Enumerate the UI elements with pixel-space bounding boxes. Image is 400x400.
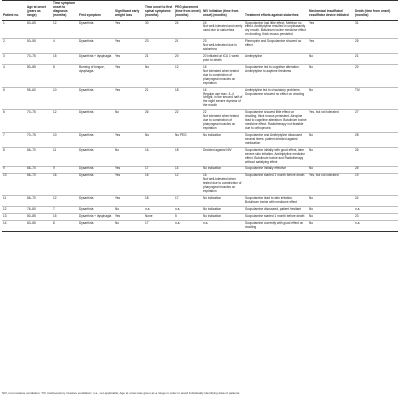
- cell-niv-initiation: 16 Not tolerated when tested due to constriction of pharyngeal muscles on expiration: [202, 65, 244, 88]
- cell-peg-placement: 24: [174, 20, 202, 39]
- cell-patient-no: 12: [2, 207, 26, 214]
- cell-patient-no: 6: [2, 110, 26, 133]
- patient-table: [2, 0, 398, 232]
- cell-time-to-diagnosis: 15: [52, 214, 78, 221]
- header-peg-placement: PEG placement (time from onset) (months): [174, 1, 202, 21]
- header-sialorrhea-treatment: Treatment efforts against sialorrhea: [244, 1, 308, 21]
- header-weight-loss: Significant early weight loss: [114, 1, 144, 21]
- cell-spinal-symptoms: 17: [144, 220, 174, 231]
- cell-niv-initiation: No indication: [202, 207, 244, 214]
- table-row: [2, 20, 398, 39]
- cell-age-at-onset: 70–75: [26, 54, 52, 65]
- cell-first-symptom: Dysarthria: [78, 173, 114, 196]
- cell-time-to-diagnosis: 10: [52, 133, 78, 148]
- cell-insufflator-device: No: [308, 207, 354, 214]
- cell-age-at-onset: 76–80: [26, 207, 52, 214]
- cell-spinal-symptoms: No: [144, 133, 174, 148]
- cell-first-symptom: Dysarthria: [78, 133, 114, 148]
- cell-first-symptom: Dysarthria: [78, 110, 114, 133]
- cell-weight-loss: No: [114, 207, 144, 214]
- cell-spinal-symptoms: 23: [144, 39, 174, 54]
- cell-first-symptom: Dysarthria: [78, 39, 114, 54]
- cell-sialorrhea-treatment: Scopolamine currently with good effect on drooling: [244, 220, 308, 231]
- cell-age-at-onset: 66–70: [26, 196, 52, 207]
- cell-insufflator-device: Yes, but not tolerated: [308, 173, 354, 196]
- cell-patient-no: 5: [2, 87, 26, 110]
- cell-first-symptom: Dysarthria + dysphagia: [78, 214, 114, 221]
- cell-time-to-diagnosis: 8: [52, 220, 78, 231]
- cell-peg-placement: 21: [174, 39, 202, 54]
- table-row: [2, 147, 398, 166]
- cell-spinal-symptoms: 16: [144, 147, 174, 166]
- cell-weight-loss: Yes: [114, 173, 144, 196]
- table-row: [2, 214, 398, 221]
- cell-age-at-onset: 66–70: [26, 166, 52, 173]
- cell-spinal-symptoms: 17: [144, 166, 174, 173]
- table-row: [2, 166, 398, 173]
- cell-patient-no: 14: [2, 220, 26, 231]
- cell-weight-loss: Yes: [114, 20, 144, 39]
- cell-spinal-symptoms: 18: [144, 196, 174, 207]
- cell-insufflator-device: No: [308, 65, 354, 88]
- cell-age-at-onset: 70–75: [26, 133, 52, 148]
- cell-time-to-diagnosis: 12: [52, 196, 78, 207]
- cell-death: 25: [354, 39, 398, 54]
- table-row: [2, 39, 398, 54]
- cell-time-to-diagnosis: 7: [52, 207, 78, 214]
- table-row: [2, 207, 398, 214]
- cell-time-to-diagnosis: 12: [52, 20, 78, 39]
- cell-patient-no: 3: [2, 54, 26, 65]
- cell-insufflator-device: No: [308, 220, 354, 231]
- cell-niv-initiation: 22 Not tolerated when tested due to constriction of pharyngeal muscles on expiration: [202, 110, 244, 133]
- cell-insufflator-device: No: [308, 214, 354, 221]
- cell-sialorrhea-treatment: Pleoropine and Scopolamine showed no effect: [244, 39, 308, 54]
- cell-spinal-symptoms: No: [144, 65, 174, 88]
- cell-patient-no: 9: [2, 166, 26, 173]
- cell-sialorrhea-treatment: Scopolamine led to cognitive alteration. Amitriptyline to daytime tiredness: [244, 65, 308, 88]
- cell-death: 20: [354, 65, 398, 88]
- cell-peg-placement: 18: [174, 147, 202, 166]
- cell-peg-placement: n.a.: [174, 207, 202, 214]
- cell-first-symptom: Dysarthria: [78, 207, 114, 214]
- cell-death: 26: [354, 147, 398, 166]
- cell-niv-initiation: Decided against NIV: [202, 147, 244, 166]
- cell-niv-initiation: 16 Not well-tolerated when tested due to constriction of pharyngeal muscles on expiration: [202, 173, 244, 196]
- cell-weight-loss: No: [114, 220, 144, 231]
- cell-sialorrhea-treatment: Scopolamine started 1 month before death: [244, 214, 308, 221]
- cell-insufflator-device: Yes: [308, 20, 354, 39]
- cell-weight-loss: Yes: [114, 196, 144, 207]
- cell-sialorrhea-treatment: Scopolamine discussed, patient hesitant: [244, 207, 308, 214]
- cell-death: 24: [354, 196, 398, 207]
- cell-first-symptom: Dysarthria: [78, 220, 114, 231]
- cell-niv-initiation: 20 Initiated at ICU 1 week prior to death: [202, 54, 244, 65]
- cell-insufflator-device: No: [308, 166, 354, 173]
- cell-peg-placement: n.a.: [174, 220, 202, 231]
- cell-patient-no: 13: [2, 214, 26, 221]
- header-patient-no: Patient no.: [2, 1, 26, 21]
- cell-age-at-onset: 55–60: [26, 87, 52, 110]
- header-time-to-diagnosis: Time symptom onset to diagnosis (months): [52, 1, 78, 21]
- cell-time-to-diagnosis: 11: [52, 147, 78, 166]
- cell-patient-no: 10: [2, 173, 26, 196]
- cell-peg-placement: 22: [174, 110, 202, 133]
- cell-spinal-symptoms: 30: [144, 20, 174, 39]
- table-row: [2, 87, 398, 110]
- cell-insufflator-device: No: [308, 133, 354, 148]
- cell-patient-no: 1: [2, 20, 26, 39]
- cell-weight-loss: Yes: [114, 54, 144, 65]
- table-row: [2, 54, 398, 65]
- cell-death: 27: [354, 110, 398, 133]
- cell-death: 21: [354, 54, 398, 65]
- cell-patient-no: 8: [2, 147, 26, 166]
- cell-peg-placement: 14: [174, 166, 202, 173]
- table-row: [2, 133, 398, 148]
- cell-time-to-diagnosis: 9: [52, 166, 78, 173]
- table-footnote: NIV, non-invasive ventilation; TIV, tracheostomy invasive ventilation; n.a., not applicable; Age at onset was given as a range in order to avoid individually identifying data of patients.: [2, 391, 241, 395]
- table-row: [2, 220, 398, 231]
- cell-patient-no: 2: [2, 39, 26, 54]
- cell-spinal-symptoms: None: [144, 214, 174, 221]
- cell-peg-placement: 12: [174, 65, 202, 88]
- cell-age-at-onset: 80–85: [26, 214, 52, 221]
- table-row: [2, 196, 398, 207]
- cell-weight-loss: Yes: [114, 166, 144, 173]
- cell-first-symptom: Dysarthria + dysphagia: [78, 54, 114, 65]
- cell-time-to-diagnosis: 12: [52, 110, 78, 133]
- cell-first-symptom: Dysarthria: [78, 87, 114, 110]
- cell-age-at-onset: 50–55: [26, 39, 52, 54]
- cell-sialorrhea-treatment: Scopolamine started 1 month before death: [244, 173, 308, 196]
- table-row: [2, 65, 398, 88]
- cell-spinal-symptoms: 21: [144, 87, 174, 110]
- cell-sialorrhea-treatment: Scopolamine initially effective: [244, 166, 308, 173]
- cell-peg-placement: 12: [174, 173, 202, 196]
- cell-time-to-diagnosis: 4: [52, 39, 78, 54]
- cell-time-to-diagnosis: 16: [52, 173, 78, 196]
- header-first-symptom: First symptom: [78, 1, 114, 21]
- header-niv-initiation: NIV initiation (time from onset) (months): [202, 1, 244, 21]
- header-age-at-onset: Age at onset (years as range): [26, 1, 52, 21]
- cell-niv-initiation: 24 Not well-tolerated and rarely used due to sialorrhea: [202, 20, 244, 39]
- cell-sialorrhea-treatment: Amitriptyline led to circulatory problems. Scopolamine showed no effect on drooling: [244, 87, 308, 110]
- cell-patient-no: 11: [2, 196, 26, 207]
- cell-time-to-diagnosis: 15: [52, 54, 78, 65]
- header-death: Death (time from onset) (months): [354, 1, 398, 21]
- cell-age-at-onset: 70–75: [26, 110, 52, 133]
- cell-peg-placement: 20: [174, 54, 202, 65]
- cell-niv-initiation: 23 Not well-tolerated due to sialorrhea: [202, 39, 244, 54]
- cell-sialorrhea-treatment: Scopolamine lead to skin irritation. Botulinum toxine with mediocre effect: [244, 196, 308, 207]
- cell-insufflator-device: No: [308, 147, 354, 166]
- table-header-row: [2, 1, 398, 21]
- cell-weight-loss: Yes: [114, 87, 144, 110]
- cell-weight-loss: Yes: [114, 65, 144, 88]
- cell-patient-no: 4: [2, 65, 26, 88]
- cell-niv-initiation: No indication: [202, 214, 244, 221]
- cell-weight-loss: Yes: [114, 39, 144, 54]
- cell-niv-initiation: No indication: [202, 166, 244, 173]
- cell-niv-initiation: No indication: [202, 133, 244, 148]
- cell-death: 23: [354, 214, 398, 221]
- cell-first-symptom: Burning of tongue, dysphagia: [78, 65, 114, 88]
- cell-peg-placement: 18: [174, 87, 202, 110]
- cell-spinal-symptoms: 16: [144, 173, 174, 196]
- cell-death: 31: [354, 20, 398, 39]
- cell-time-to-diagnosis: 8: [52, 65, 78, 88]
- cell-spinal-symptoms: 26: [144, 110, 174, 133]
- cell-time-to-diagnosis: 10: [52, 87, 78, 110]
- cell-age-at-onset: 60–65: [26, 20, 52, 39]
- cell-spinal-symptoms: 21: [144, 54, 174, 65]
- cell-first-symptom: Dysarthria: [78, 196, 114, 207]
- table-body: [2, 20, 398, 231]
- cell-weight-loss: No: [114, 147, 144, 166]
- cell-sialorrhea-treatment: Scopolamine initially with good effect, later severe skin irritation. Amitriptyline medicine effect. Botulinum toxine and Radiotherapy without satisfying effect: [244, 147, 308, 166]
- cell-age-at-onset: 66–70: [26, 173, 52, 196]
- cell-sialorrhea-treatment: Scopolamine had little effect. Metilnor no effect. Amitriptyline resulted in unpleasantly dry mouth. Botulinum toxine medicine effect on drooling, thick mucus persisted.: [244, 20, 308, 39]
- cell-insufflator-device: No: [308, 87, 354, 110]
- cell-weight-loss: No: [114, 110, 144, 133]
- cell-first-symptom: Dysarthria: [78, 166, 114, 173]
- cell-death: 19: [354, 173, 398, 196]
- cell-insufflator-device: Yes, but not tolerated: [308, 110, 354, 133]
- cell-weight-loss: Yes: [114, 133, 144, 148]
- cell-sialorrhea-treatment: Scopolamine showed little effect on drooling, thick mucus persistent. Atropine lead to cognitive alteration. Botulinum toxine medicine effect. Radiotherapy not feasible due to orthopnoea: [244, 110, 308, 133]
- cell-age-at-onset: 66–70: [26, 147, 52, 166]
- cell-death: n.a.: [354, 220, 398, 231]
- cell-age-at-onset: 80–85: [26, 65, 52, 88]
- header-spinal-symptoms: Time onset to first spinal symptoms (months): [144, 1, 174, 21]
- cell-insufflator-device: No: [308, 196, 354, 207]
- cell-first-symptom: Dysarthria: [78, 20, 114, 39]
- header-insufflator-device: Mechanical insufflator/ exsufflator device initiated: [308, 1, 354, 21]
- cell-peg-placement: 17: [174, 196, 202, 207]
- cell-sialorrhea-treatment: Amitriptyline: [244, 54, 308, 65]
- cell-peg-placement: 5: [174, 214, 202, 221]
- cell-death: n.a.: [354, 207, 398, 214]
- cell-insufflator-device: Yes: [308, 39, 354, 54]
- cell-niv-initiation: n.a.: [202, 220, 244, 231]
- cell-niv-initiation: 16 Regular use max. 3–4 h/night, in the second half of the night severe dryness of the mouth: [202, 87, 244, 110]
- cell-age-at-onset: 60–65: [26, 220, 52, 231]
- table-row: [2, 110, 398, 133]
- cell-insufflator-device: No: [308, 54, 354, 65]
- cell-spinal-symptoms: n.a.: [144, 207, 174, 214]
- cell-death: 25: [354, 166, 398, 173]
- cell-sialorrhea-treatment: Scopolamine and Amitriptyline discussed several times, patient decided against medication: [244, 133, 308, 148]
- cell-first-symptom: Dysarthria: [78, 147, 114, 166]
- cell-death: TIV: [354, 87, 398, 110]
- cell-weight-loss: Yes: [114, 214, 144, 221]
- cell-death: 28: [354, 133, 398, 148]
- cell-patient-no: 7: [2, 133, 26, 148]
- cell-niv-initiation: No indication: [202, 196, 244, 207]
- table-row: [2, 173, 398, 196]
- cell-peg-placement: No PEG: [174, 133, 202, 148]
